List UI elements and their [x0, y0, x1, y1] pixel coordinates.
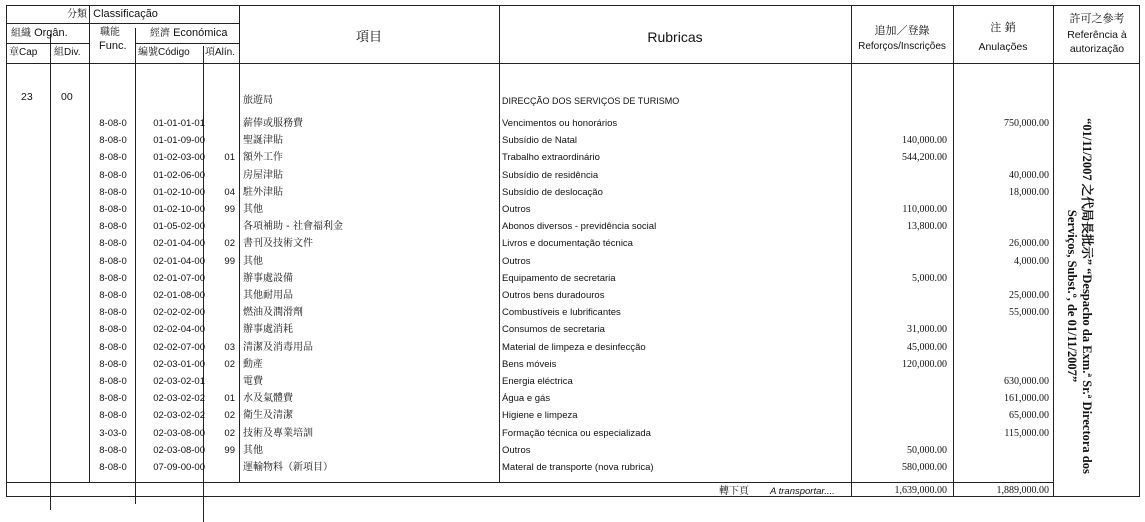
row-item-zh: 其他	[243, 204, 263, 215]
header-organica: 組織 Orgân.	[11, 27, 68, 39]
row-func: 8-08-0	[99, 393, 127, 405]
row-code: 02-03-02-02	[153, 410, 205, 422]
row-reforco: 544,200.00	[902, 152, 947, 164]
row-func: 8-08-0	[99, 135, 127, 147]
row-rubrica-pt: Outros bens duradouros	[502, 290, 605, 301]
row-func: 8-08-0	[99, 152, 127, 164]
row-item-zh: 清潔及消毒用品	[243, 341, 313, 353]
col-divider	[239, 6, 240, 482]
row-item-zh: 其他	[243, 255, 263, 267]
footer-top-line	[7, 482, 1053, 483]
header-codigo: 編號Código	[138, 47, 190, 58]
row-anulacao: 161,000.00	[1004, 393, 1049, 405]
authorization-note-text: “01/11/2007 之代局長批示” “Despacho da Exm.ª Sr.ª Directora dos Serviços, Subst.º, de 01/11/2007”	[1065, 118, 1094, 474]
row-func: 8-08-0	[99, 255, 127, 267]
row-func: 8-08-0	[99, 324, 127, 336]
header-divider	[135, 43, 239, 44]
header-bottom-line	[7, 63, 1139, 64]
row-reforco: 140,000.00	[902, 135, 947, 147]
header-div: 組Div.	[54, 47, 81, 58]
row-item-zh: 辦事處消耗	[243, 324, 293, 336]
header-economica: 經濟 Económica	[150, 27, 228, 39]
row-code: 01-02-06-00	[153, 169, 205, 181]
row-reforco: 45,000.00	[907, 341, 947, 353]
header-item: 項目	[355, 30, 382, 45]
row-rubrica-pt: Livros e documentação técnica	[502, 238, 633, 250]
row-reforco: 110,000.00	[902, 204, 947, 215]
row-rubrica-pt: Energia eléctrica	[502, 376, 573, 387]
header-cap: 章Cap	[9, 47, 38, 58]
row-code: 02-03-02-02	[153, 393, 205, 405]
row-code: 01-05-02-00	[153, 221, 205, 233]
row-func: 8-08-0	[99, 462, 127, 473]
row-anulacao: 25,000.00	[1009, 290, 1049, 301]
row-func: 8-08-0	[99, 358, 127, 370]
row-code: 01-02-10-00	[153, 186, 205, 198]
col-divider	[135, 28, 136, 504]
row-item-zh: 額外工作	[243, 152, 283, 164]
row-item-zh: 駐外津貼	[243, 186, 283, 198]
row-alin: 99	[224, 204, 235, 215]
row-code: 02-02-07-00	[153, 341, 205, 353]
row-code: 07-09-00-00	[153, 462, 205, 473]
row-code: 02-03-08-00	[153, 444, 205, 456]
row-item-zh: 房屋津貼	[243, 169, 283, 181]
header-referencia-zh: 許可之參考	[1069, 12, 1125, 25]
row-rubrica-pt: Higiene e limpeza	[502, 410, 578, 422]
row-rubrica-pt: Subsídio de deslocação	[502, 186, 603, 198]
row-alin: 01	[224, 393, 235, 405]
header-reforcos-zh: 追加／登錄	[874, 24, 930, 37]
row-alin: 03	[224, 341, 235, 353]
row-alin: 02	[224, 358, 235, 370]
row-func: 8-08-0	[99, 221, 127, 233]
row-rubrica-pt: Combustíveis e lubrificantes	[502, 307, 621, 319]
header-referencia-pt2: autorização	[1069, 43, 1125, 55]
row-anulacao: 55,000.00	[1009, 307, 1049, 319]
row-reforco: 13,800.00	[907, 221, 947, 233]
authorization-note	[1057, 116, 1101, 476]
row-func: 8-08-0	[99, 341, 127, 353]
col-divider	[1053, 6, 1054, 496]
row-func: 8-08-0	[99, 290, 127, 301]
row-reforco: 580,000.00	[902, 462, 947, 473]
row-func: 3-03-0	[99, 427, 127, 439]
col-divider	[851, 6, 852, 496]
row-item-zh: 技術及專業培訓	[243, 427, 313, 439]
row-anulacao: 40,000.00	[1009, 169, 1049, 181]
header-divider	[7, 23, 239, 24]
header-rubricas: Rubricas	[647, 29, 703, 45]
row-rubrica-pt: Água e gás	[502, 393, 551, 405]
row-item-zh: 其他	[243, 444, 263, 456]
header-divider	[7, 43, 89, 44]
row-anulacao: 4,000.00	[1014, 255, 1049, 267]
row-item-zh: 水及氣體費	[243, 393, 293, 405]
row-rubrica-pt: Materal de transporte (nova rubrica)	[502, 462, 654, 473]
row-anulacao: 18,000.00	[1009, 186, 1049, 198]
row-reforco: 120,000.00	[902, 358, 947, 370]
header-referencia-pt1: Referência à	[1067, 29, 1127, 41]
row-anulacao: 115,000.00	[1004, 427, 1049, 439]
section-cap: 23	[21, 91, 33, 103]
header-funcional-pt: Func.	[99, 40, 127, 52]
footer-total-anulacoes: 1,889,000.00	[996, 485, 1049, 496]
row-anulacao: 630,000.00	[1004, 376, 1049, 387]
row-code: 02-02-02-00	[153, 307, 205, 319]
section-name-zh: 旅遊局	[243, 95, 273, 106]
header-alin: 項Alín.	[205, 47, 236, 58]
row-alin: 04	[224, 186, 235, 198]
row-func: 8-08-0	[99, 272, 127, 284]
row-code: 02-01-08-00	[153, 290, 205, 301]
row-alin: 02	[224, 427, 235, 439]
row-rubrica-pt: Equipamento de secretaria	[502, 272, 616, 284]
row-rubrica-pt: Trabalho extraordinário	[502, 152, 600, 164]
row-func: 8-08-0	[99, 204, 127, 215]
row-code: 01-02-10-00	[153, 204, 205, 215]
header-classificacao: 分類 Classificação	[67, 8, 158, 20]
row-reforco: 31,000.00	[907, 324, 947, 336]
row-rubrica-pt: Consumos de secretaria	[502, 324, 605, 336]
footer-total-reforcos: 1,639,000.00	[894, 485, 947, 496]
header-funcional-zh: 職能	[100, 27, 120, 38]
row-rubrica-pt: Outros	[502, 204, 531, 215]
row-func: 8-08-0	[99, 444, 127, 456]
row-rubrica-pt: Abonos diversos - previdência social	[502, 221, 657, 233]
col-divider	[953, 6, 954, 496]
header-reforcos-pt: Reforços/Inscrições	[858, 41, 946, 52]
header-anulacoes-zh: 注 銷	[990, 21, 1016, 34]
row-func: 8-08-0	[99, 410, 127, 422]
row-rubrica-pt: Outros	[502, 255, 531, 267]
row-func: 8-08-0	[99, 186, 127, 198]
row-item-zh: 燃油及潤滑劑	[243, 307, 303, 319]
row-code: 02-01-07-00	[153, 272, 205, 284]
budget-table	[6, 5, 1140, 497]
col-divider	[499, 6, 500, 482]
row-anulacao: 65,000.00	[1009, 410, 1049, 422]
row-code: 02-03-02-01	[153, 376, 205, 387]
row-code: 02-02-04-00	[153, 324, 205, 336]
row-rubrica-pt: Outros	[502, 444, 531, 456]
row-rubrica-pt: Material de limpeza e desinfecção	[502, 341, 646, 353]
row-reforco: 5,000.00	[912, 272, 947, 284]
header-anulacoes-pt: Anulações	[978, 41, 1028, 53]
row-item-zh: 動產	[243, 358, 263, 370]
row-item-zh: 衛生及清潔	[243, 410, 293, 422]
row-anulacao: 26,000.00	[1009, 238, 1049, 250]
row-func: 8-08-0	[99, 307, 127, 319]
row-code: 02-01-04-00	[153, 255, 205, 267]
footer-label-pt: A transportar....	[770, 486, 835, 497]
col-divider	[50, 34, 51, 510]
row-code: 01-02-03-00	[153, 152, 205, 164]
row-item-zh: 其他耐用品	[243, 290, 293, 301]
row-alin: 99	[224, 255, 235, 267]
row-code: 01-01-01-01	[153, 118, 205, 129]
row-code: 01-01-09-00	[153, 135, 205, 147]
row-rubrica-pt: Subsídio de Natal	[502, 135, 577, 147]
row-alin: 02	[224, 410, 235, 422]
section-div: 00	[61, 91, 73, 103]
row-item-zh: 運輸物料（新項目）	[243, 462, 333, 473]
row-func: 8-08-0	[99, 238, 127, 250]
row-code: 02-03-08-00	[153, 427, 205, 439]
section-name-pt: DIRECÇÃO DOS SERVIÇOS DE TURISMO	[502, 96, 680, 106]
row-code: 02-03-01-00	[153, 358, 205, 370]
row-alin: 99	[224, 444, 235, 456]
footer-label-zh: 轉下頁	[719, 486, 749, 497]
row-rubrica-pt: Bens móveis	[502, 358, 557, 370]
row-rubrica-pt: Formação técnica ou especializada	[502, 427, 651, 439]
row-item-zh: 電費	[243, 376, 263, 387]
row-func: 8-08-0	[99, 169, 127, 181]
row-item-zh: 辦事處設備	[243, 272, 293, 284]
row-item-zh: 薪俸或服務費	[243, 118, 303, 129]
row-rubrica-pt: Vencimentos ou honorários	[502, 118, 618, 129]
row-alin: 02	[224, 238, 235, 250]
row-item-zh: 聖誕津貼	[243, 135, 283, 147]
row-alin: 01	[224, 152, 235, 164]
row-item-zh: 書刊及技術文件	[243, 238, 313, 250]
row-func: 8-08-0	[99, 376, 127, 387]
row-rubrica-pt: Subsídio de residência	[502, 169, 599, 181]
col-divider	[89, 6, 90, 482]
row-func: 8-08-0	[99, 118, 127, 129]
row-anulacao: 750,000.00	[1004, 118, 1049, 129]
row-code: 02-01-04-00	[153, 238, 205, 250]
row-item-zh: 各項補助 - 社會福利金	[243, 221, 343, 233]
row-reforco: 50,000.00	[907, 444, 947, 456]
